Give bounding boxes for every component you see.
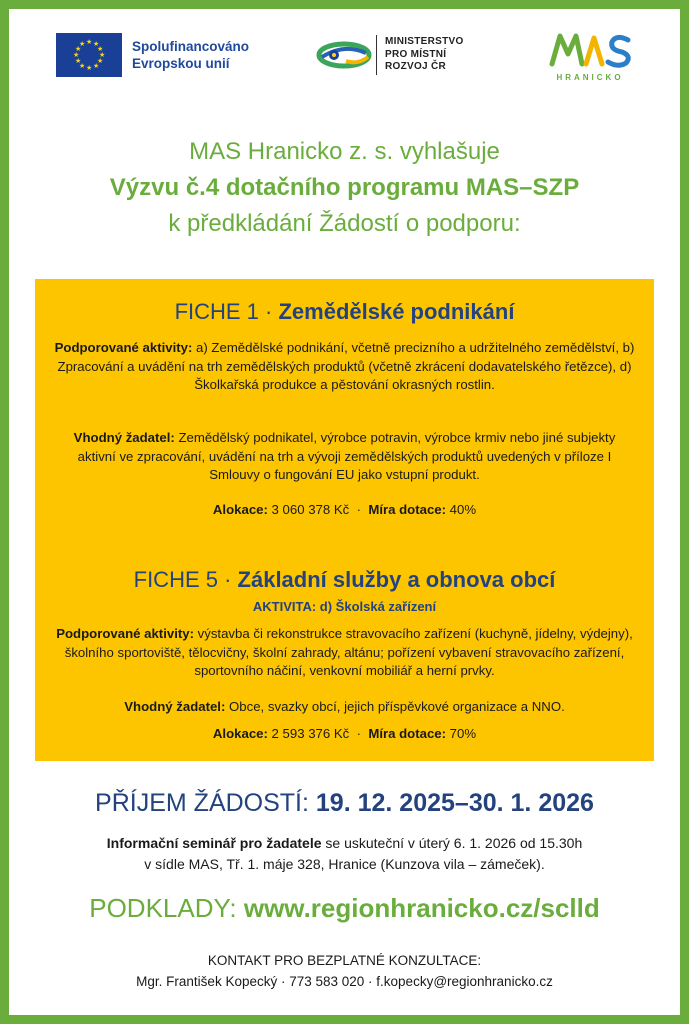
eu-text-line2: Evropskou unií (132, 56, 230, 71)
mmr-text (385, 36, 464, 74)
fiche1-zadatel-label: Vhodný žadatel: (73, 430, 175, 445)
fiche5-prefix: FICHE 5 · (133, 567, 238, 592)
podklady-label: PODKLADY: (89, 893, 244, 923)
mmr-divider (376, 35, 377, 75)
fiche5-heading (35, 567, 654, 593)
fiche1-heading (35, 299, 654, 325)
eu-logo (56, 33, 249, 77)
prijem-zadosti (0, 789, 689, 818)
fiche1-aktivity-label: Podporované aktivity: (54, 340, 193, 355)
fiche1-title: Zemědělské podnikání (278, 299, 515, 324)
fiche5-alokace-value: 2 593 376 Kč · (267, 726, 369, 741)
kontakt-details: Mgr. František Kopecký · 773 583 020 · f.kopecky@regionhranicko.cz (136, 974, 553, 989)
prijem-label: PŘÍJEM ŽÁDOSTÍ: (95, 789, 316, 817)
fiche1-aktivity (53, 339, 636, 395)
fiche1-prefix: FICHE 1 · (174, 299, 279, 324)
fiche5-zadatel (53, 698, 636, 717)
fiche1-alokace (53, 501, 636, 520)
fiche5-zadatel-text: Obce, svazky obcí, jejich příspěvkové organizace a NNO. (225, 699, 565, 714)
fiche5-aktivity-label: Podporované aktivity: (56, 626, 194, 641)
header-line3: k předkládání Žádostí o podporu: (168, 210, 521, 237)
mmr-text-line1: MINISTERSTVO (385, 36, 464, 48)
logo-bar (48, 30, 638, 86)
fiche5-aktivity-text: výstavba či rekonstrukce stravovacího zařízení (kuchyně, jídelny, výdejny), školního sportoviště, tělocvičny, školní zahrady, altánu; pořízení vybavení stravovacího zařízení, sportovního náčiní, venkovní mobiliář a herní prvky. (64, 626, 633, 678)
fiche1-zadatel-text: Zemědělský podnikatel, výrobce potravin, výrobce krmiv nebo jiné subjekty aktivní ve zpracování, uvádění na trh a vývoji zemědělských produktů uvedených v příloze I Smlouvy o fungování EU jako vstupní produkt. (77, 430, 616, 482)
fiche5-alokace-label: Alokace: (212, 726, 268, 741)
eu-text-line1: Spolufinancováno (132, 39, 250, 54)
seminar-line1 (30, 833, 659, 854)
mas-logo (546, 30, 634, 86)
fiche1-mira-label: Míra dotace: (368, 502, 447, 517)
header-line1: MAS Hranicko z. s. vyhlašuje (189, 138, 500, 165)
fiche1-alokace-label: Alokace: (212, 502, 268, 517)
fiche5-alokace (53, 725, 636, 744)
eu-text (132, 38, 249, 72)
fiche1-mira-value: 40% (446, 502, 477, 517)
fiche5-zadatel-label: Vhodný žadatel: (124, 699, 226, 714)
kontakt-heading: KONTAKT PRO BEZPLATNÉ KONZULTACE: (207, 953, 482, 968)
fiche1-zadatel (53, 429, 636, 485)
podklady (0, 893, 689, 924)
mmr-emblem-icon (316, 35, 372, 75)
prijem-dates: 19. 12. 2025–30. 1. 2026 (315, 789, 594, 817)
seminar-info (30, 833, 659, 875)
seminar-text1: se uskuteční v úterý 6. 1. 2026 od 15.30h (321, 835, 583, 851)
seminar-bold: Informační seminář pro žadatele (106, 835, 322, 851)
mmr-text-line3: ROZVOJ ČR (385, 61, 447, 73)
seminar-line2: v sídle MAS, Tř. 1. máje 328, Hranice (Kunzova vila – zámeček). (144, 856, 545, 872)
fiche5-aktivity (53, 625, 636, 681)
fiche5-title: Základní služby a obnova obcí (237, 567, 556, 592)
eu-flag-icon: ★ ★ ★ ★ ★ ★ ★ ★ ★ ★ ★ ★ (56, 33, 122, 77)
header-line2: Výzvu č.4 dotačního programu MAS–SZP (109, 174, 580, 201)
mas-logo-icon (546, 30, 634, 70)
fiche1-aktivity-text: a) Zemědělské podnikání, včetně precizního a udržitelného zemědělství, b) Zpracování a uvádění na trh zemědělských produktů (včetně zkrácení dodavatelského řetězce), d) Školkařská produkce a pěstování okrasných rostlin. (57, 340, 635, 392)
fiche5-mira-value: 70% (446, 726, 477, 741)
mmr-text-line2: PRO MÍSTNÍ (385, 48, 447, 60)
fiche5-aktivita: AKTIVITA: d) Školská zařízení (252, 599, 437, 614)
kontakt (0, 950, 689, 992)
mmr-logo (316, 35, 464, 75)
mas-logo-subtitle: HRANICKO (556, 73, 624, 82)
fiche1-alokace-value: 3 060 378 Kč · (267, 502, 369, 517)
fiche-box (35, 279, 654, 761)
fiche5-mira-label: Míra dotace: (368, 726, 447, 741)
podklady-url-link[interactable]: www.regionhranicko.cz/sclld (243, 893, 600, 923)
